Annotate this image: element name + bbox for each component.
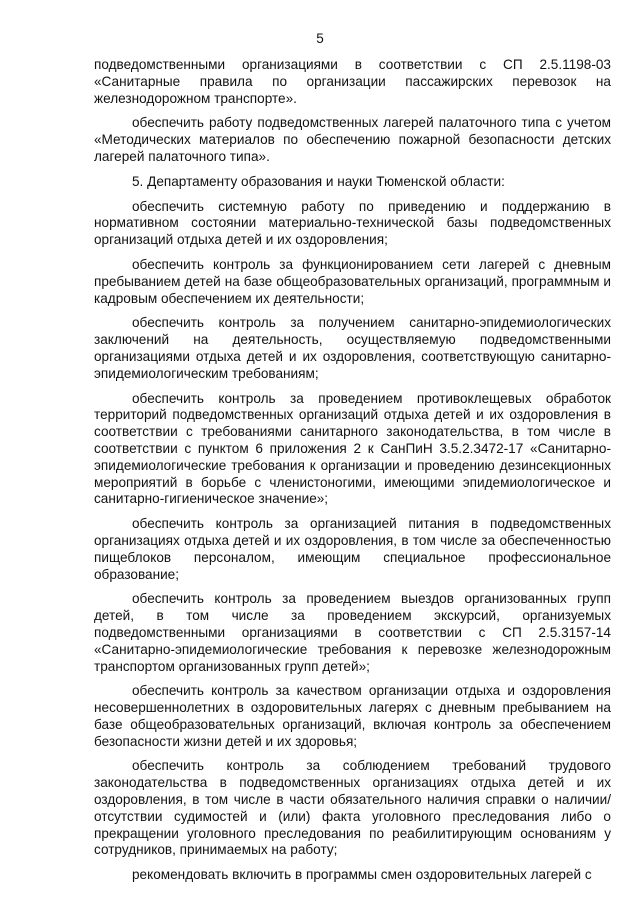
paragraph-nutrition-control: обеспечить контроль за организацией питания в подведомственных организациях отдыха детей и их оздоровления, в том числе за обеспеченностью пищеблоков персоналом, имеющим специальное профессиональное образование; <box>94 516 611 582</box>
paragraph-day-camps-control: обеспечить контроль за функционированием сети лагерей с дневным пребыванием детей на базе общеобразовательных организаций, программным и кадровым обеспечением их деятельности; <box>94 256 611 306</box>
paragraph-sanitary-conclusions: обеспечить контроль за получением санитарно-эпидемиологических заключений на деятельность, осуществляемую подведомственными организациями отдыха детей и их оздоровления, соответствующую санитарно-эпидемиологическим требованиям; <box>94 315 611 381</box>
paragraph-tick-treatment: обеспечить контроль за проведением противоклещевых обработок территорий подведомственных организаций отдыха детей и их оздоровления в соответствии с требованиями санитарного законодательства, в том числе в соответствии с пунктом 6 приложения 2 к СанПиН 3.5.2.3472-17 «Санитарно-эпидемиологические требования к организации и проведению дезинсекционных мероприятий в борьбе с членистоногими, имеющими эпидемиологическое и санитарно-гигиеническое значение»; <box>94 390 611 507</box>
section-heading-department: 5. Департаменту образования и науки Тюменской области: <box>132 173 505 189</box>
paragraph-recommendation: рекомендовать включить в программы смен оздоровительных лагерей с <box>132 867 592 883</box>
document-body <box>94 57 611 892</box>
paragraph-group-trips: обеспечить контроль за проведением выездов организованных групп детей, в том числе за проведением экскурсий, организуемых подведомственными организациями в соответствии с СП 2.5.3157-14 «Санитарно-эпидемиологические требования к перевозке железнодорожным транспортом организованных групп детей»; <box>94 591 611 674</box>
paragraph-tent-camps: обеспечить работу подведомственных лагерей палаточного типа с учетом «Методических материалов по обеспечению пожарной безопасности детских лагерей палаточного типа». <box>94 115 611 164</box>
paragraph-material-base: обеспечить системную работу по приведению и поддержанию в нормативном состоянии материально-технической базы подведомственных организаций отдыха детей и их оздоровления; <box>94 198 611 248</box>
paragraph-quality-control: обеспечить контроль за качеством организации отдыха и оздоровления несовершеннолетних в оздоровительных лагерях с дневным пребыванием на базе общеобразовательных организаций, включая контроль за обеспечением безопасности жизни детей и их здоровья; <box>94 683 611 749</box>
paragraph-continuation: подведомственными организациями в соответствии с СП 2.5.1198-03 «Санитарные правила по организации пассажирских перевозок на железнодорожном транспорте». <box>94 57 611 106</box>
page-number: 5 <box>316 31 324 46</box>
paragraph-labor-law: обеспечить контроль за соблюдением требований трудового законодательства в подведомственных организациях отдыха детей и их оздоровления, в том числе в части обязательного наличия справки о наличии/отсутствии судимостей и (или) факта уголовного преследования либо о прекращении уголовного преследования по реабилитирующим основаниям у сотрудников, принимаемых на работу; <box>94 758 611 858</box>
